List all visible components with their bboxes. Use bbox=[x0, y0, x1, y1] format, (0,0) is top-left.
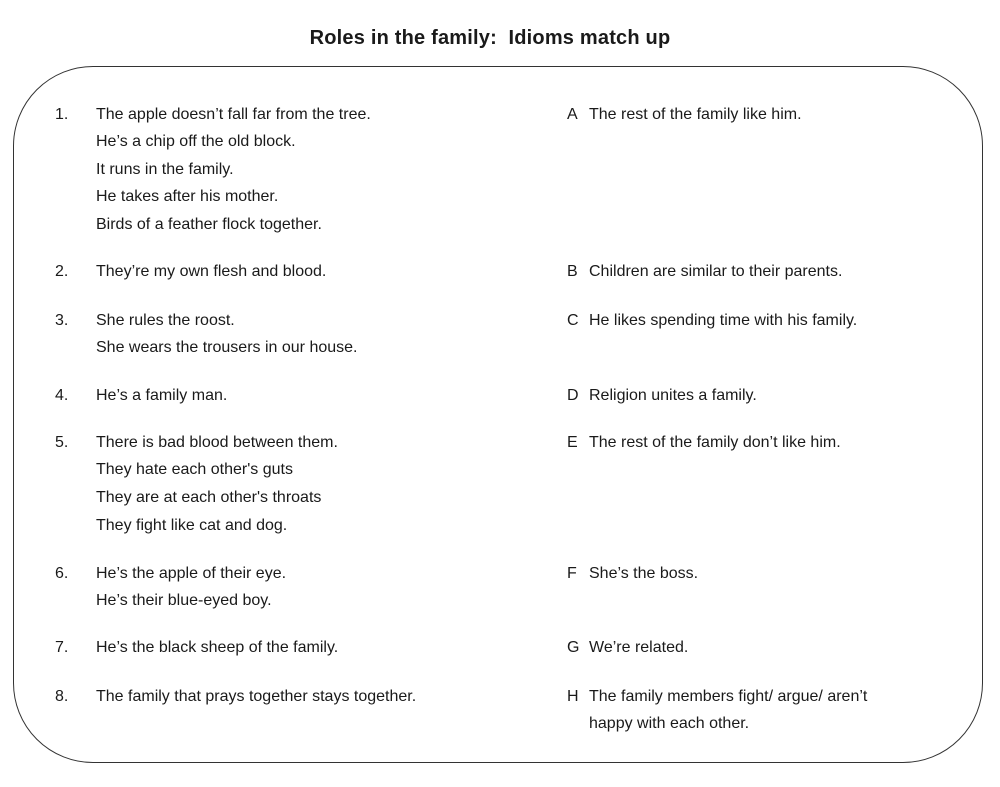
meaning-line: happy with each other. bbox=[589, 715, 750, 732]
meaning-line: We’re related. bbox=[589, 639, 689, 656]
meaning-line: He likes spending time with his family. bbox=[589, 312, 858, 329]
meaning-line: She’s the boss. bbox=[589, 565, 699, 582]
idiom-line: They’re my own flesh and blood. bbox=[96, 263, 327, 280]
idiom-line: He’s the apple of their eye. bbox=[96, 565, 287, 582]
idiom-line: He’s a chip off the old block. bbox=[96, 133, 296, 150]
meaning-letter: F bbox=[567, 565, 577, 582]
idiom-line: They fight like cat and dog. bbox=[96, 517, 288, 534]
idiom-line: She wears the trousers in our house. bbox=[96, 339, 358, 356]
idiom-line: There is bad blood between them. bbox=[96, 434, 338, 451]
meaning-line: The rest of the family don’t like him. bbox=[589, 434, 841, 451]
idiom-line: Birds of a feather flock together. bbox=[96, 216, 322, 233]
idiom-line: He takes after his mother. bbox=[96, 188, 279, 205]
idiom-number: 4. bbox=[55, 387, 69, 404]
idiom-line: The family that prays together stays together. bbox=[96, 688, 417, 705]
meaning-line: Children are similar to their parents. bbox=[589, 263, 843, 280]
idiom-number: 1. bbox=[55, 106, 69, 123]
idiom-line: He’s a family man. bbox=[96, 387, 228, 404]
meaning-line: Religion unites a family. bbox=[589, 387, 757, 404]
idiom-number: 8. bbox=[55, 688, 69, 705]
meaning-letter: G bbox=[567, 639, 580, 656]
idiom-line: They hate each other's guts bbox=[96, 461, 293, 478]
idiom-line: They are at each other's throats bbox=[96, 489, 322, 506]
idiom-line: She rules the roost. bbox=[96, 312, 235, 329]
idiom-number: 7. bbox=[55, 639, 69, 656]
idiom-number: 6. bbox=[55, 565, 69, 582]
idiom-number: 5. bbox=[55, 434, 69, 451]
meaning-line: The rest of the family like him. bbox=[589, 106, 802, 123]
idiom-line: He’s their blue-eyed boy. bbox=[96, 592, 272, 609]
idiom-number: 3. bbox=[55, 312, 69, 329]
meaning-letter: B bbox=[567, 263, 578, 280]
idiom-line: He’s the black sheep of the family. bbox=[96, 639, 339, 656]
meaning-line: The family members fight/ argue/ aren’t bbox=[589, 688, 868, 705]
meaning-letter: A bbox=[567, 106, 578, 123]
idiom-line: It runs in the family. bbox=[96, 161, 234, 178]
meaning-letter: H bbox=[567, 688, 579, 705]
worksheet-title: Roles in the family: Idioms match up bbox=[309, 27, 671, 49]
idiom-number: 2. bbox=[55, 263, 69, 280]
idiom-line: The apple doesn’t fall far from the tree. bbox=[96, 106, 371, 123]
meaning-letter: C bbox=[567, 312, 579, 329]
meaning-letter: D bbox=[567, 387, 579, 404]
meaning-letter: E bbox=[567, 434, 578, 451]
